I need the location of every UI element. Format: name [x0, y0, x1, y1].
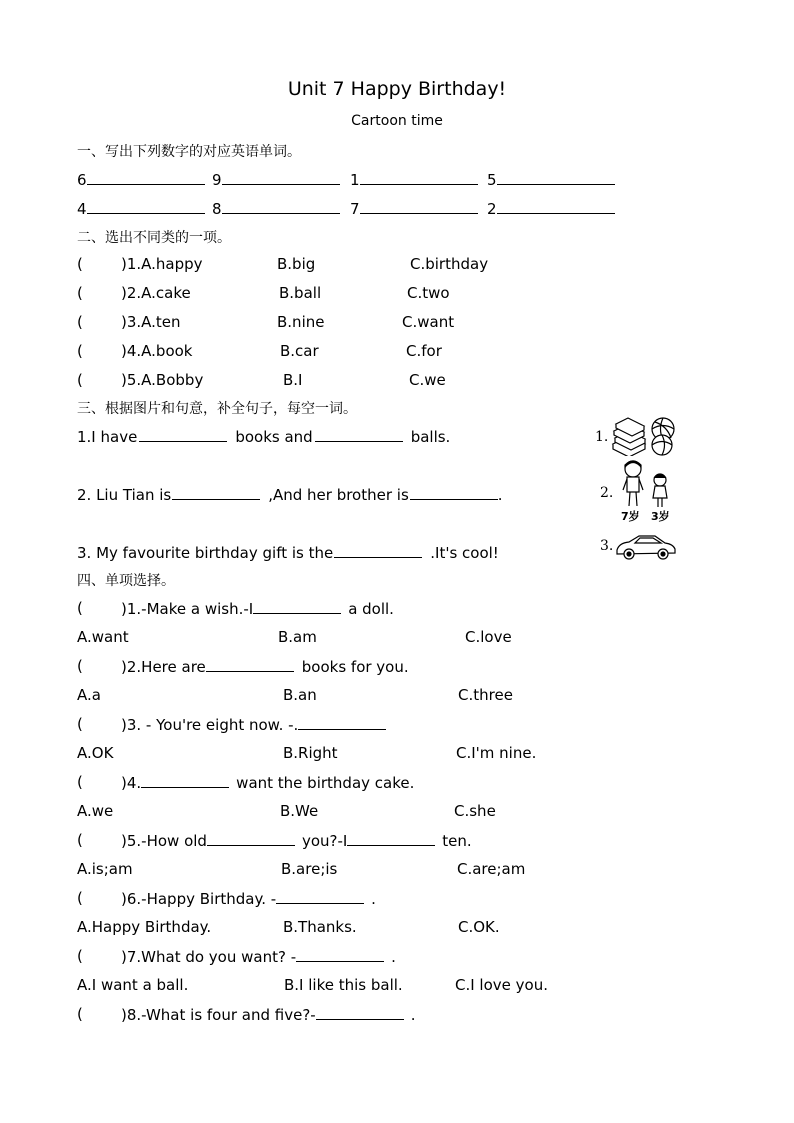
answer-blank[interactable]: [253, 599, 341, 614]
sentence-text: books and: [235, 428, 313, 446]
question-text: )6.-Happy Birthday. -: [121, 890, 277, 908]
option-a: A.I want a ball.: [77, 976, 189, 994]
choice-paren[interactable]: (: [77, 342, 83, 360]
option-a: A.we: [77, 802, 114, 820]
answer-blank[interactable]: [87, 170, 205, 185]
option-b: B.I like this ball.: [284, 976, 403, 994]
question-8: [121, 1005, 416, 1024]
option-b: B.car: [280, 342, 319, 360]
answer-blank[interactable]: [315, 427, 403, 442]
option-c: C.I love you.: [455, 976, 548, 994]
question-text: )5.-How old: [121, 832, 207, 850]
choice-paren[interactable]: (: [77, 657, 83, 675]
section-2-heading: 二、选出不同类的一项。: [77, 230, 231, 246]
sentence-text: 3. My favourite birthday gift is the: [77, 544, 334, 562]
answer-blank[interactable]: [276, 889, 364, 904]
answer-blank[interactable]: [172, 485, 260, 500]
section-4-heading: 四、单项选择。: [77, 573, 175, 589]
section-1-heading: 一、写出下列数字的对应英语单词。: [77, 144, 301, 160]
books-balls-icon: [611, 416, 681, 456]
answer-blank[interactable]: [87, 199, 205, 214]
number-label: 1: [350, 171, 360, 189]
question-text: )4.: [121, 774, 142, 792]
choice-paren[interactable]: (: [77, 255, 83, 273]
number-item: [77, 199, 205, 218]
car-picture: [597, 530, 687, 566]
number-label: 9: [212, 171, 222, 189]
choice-paren[interactable]: (: [77, 599, 83, 617]
choice-paren[interactable]: (: [77, 715, 83, 733]
question-text: you?-I: [301, 832, 348, 850]
page-title: Unit 7 Happy Birthday!: [287, 78, 507, 100]
question-text: )4.A.book: [121, 342, 193, 360]
question-text: ten.: [442, 832, 472, 850]
question-text: )2.Here are: [121, 658, 206, 676]
option-b: B.Right: [283, 744, 338, 762]
choice-paren[interactable]: (: [77, 831, 83, 849]
number-item: [487, 170, 615, 189]
question-text: )2.A.cake: [121, 284, 191, 302]
sentence-text: .It's cool!: [430, 544, 499, 562]
answer-blank[interactable]: [222, 199, 340, 214]
fill-sentence-1: [77, 427, 450, 446]
question-4: [121, 773, 414, 792]
option-b: B.ball: [279, 284, 322, 302]
choice-paren[interactable]: (: [77, 947, 83, 965]
fill-sentence-3: [77, 543, 499, 562]
choice-paren[interactable]: (: [77, 313, 83, 331]
answer-blank[interactable]: [360, 199, 478, 214]
section-3-heading: 三、根据图片和句意，补全句子，每空一词。: [77, 401, 357, 417]
option-c: C.want: [402, 313, 455, 331]
answer-blank[interactable]: [296, 947, 384, 962]
answer-blank[interactable]: [316, 1005, 404, 1020]
option-c: C.OK.: [458, 918, 500, 936]
answer-blank[interactable]: [334, 543, 422, 558]
age-label-girl: 3岁: [651, 510, 670, 523]
option-b: B.nine: [277, 313, 325, 331]
question-1: [121, 599, 394, 618]
option-c: C.love: [465, 628, 512, 646]
number-item: [212, 199, 340, 218]
option-a: A.is;am: [77, 860, 133, 878]
option-c: C.she: [454, 802, 496, 820]
option-c: C.are;am: [457, 860, 526, 878]
option-b: B.am: [278, 628, 317, 646]
sentence-text: ,And her brother is: [268, 486, 409, 504]
question-text: )3. - You're eight now. -.: [121, 716, 299, 734]
question-3: [121, 715, 386, 734]
picture-label: 1.: [595, 429, 609, 445]
question-7: [121, 947, 396, 966]
question-text: a doll.: [348, 600, 394, 618]
answer-blank[interactable]: [139, 427, 227, 442]
choice-paren[interactable]: (: [77, 371, 83, 389]
choice-paren[interactable]: (: [77, 284, 83, 302]
option-a: A.a: [77, 686, 101, 704]
answer-blank[interactable]: [347, 831, 435, 846]
option-c: C.for: [406, 342, 442, 360]
number-label: 7: [350, 200, 360, 218]
answer-blank[interactable]: [497, 170, 615, 185]
option-c: C.birthday: [410, 255, 489, 273]
picture-label: 2.: [600, 485, 614, 501]
question-text: )1.-Make a wish.-I: [121, 600, 254, 618]
answer-blank[interactable]: [222, 170, 340, 185]
answer-blank[interactable]: [410, 485, 498, 500]
picture-label: 3.: [600, 538, 614, 554]
option-c: C.two: [407, 284, 450, 302]
answer-blank[interactable]: [360, 170, 478, 185]
question-text: )3.A.ten: [121, 313, 181, 331]
car-icon: [615, 532, 677, 562]
number-item: [212, 170, 340, 189]
option-b: B.an: [283, 686, 317, 704]
question-text: )5.A.Bobby: [121, 371, 204, 389]
page-subtitle: Cartoon time: [351, 113, 443, 129]
choice-paren[interactable]: (: [77, 1005, 83, 1023]
choice-paren[interactable]: (: [77, 889, 83, 907]
number-label: 6: [77, 171, 87, 189]
sentence-text: 1.I have: [77, 428, 138, 446]
question-text: .: [391, 948, 396, 966]
age-label-boy: 7岁: [621, 510, 640, 523]
number-item: [350, 170, 478, 189]
option-c: C.we: [409, 371, 446, 389]
fill-sentence-2: [77, 485, 503, 504]
choice-paren[interactable]: (: [77, 773, 83, 791]
sentence-text: .: [497, 486, 503, 504]
option-a: A.want: [77, 628, 129, 646]
question-text: )8.-What is four and five?-: [121, 1006, 316, 1024]
books-and-balls-picture: [593, 414, 683, 458]
question-5: [121, 831, 472, 850]
option-c: C.I'm nine.: [456, 744, 537, 762]
answer-blank[interactable]: [497, 199, 615, 214]
option-a: A.OK: [77, 744, 114, 762]
option-a: A.Happy Birthday.: [77, 918, 212, 936]
question-text: .: [371, 890, 376, 908]
number-label: 8: [212, 200, 222, 218]
option-b: B.big: [277, 255, 316, 273]
number-label: 4: [77, 200, 87, 218]
children-ages-picture: [595, 460, 685, 526]
option-c: C.three: [458, 686, 513, 704]
question-text: want the birthday cake.: [236, 774, 415, 792]
answer-blank[interactable]: [141, 773, 229, 788]
question-text: books for you.: [301, 658, 409, 676]
option-b: B.We: [280, 802, 319, 820]
question-text: )7.What do you want? -: [121, 948, 297, 966]
option-b: B.are;is: [281, 860, 338, 878]
answer-blank[interactable]: [207, 831, 295, 846]
question-text: )1.A.happy: [121, 255, 203, 273]
number-item: [487, 199, 615, 218]
number-item: [77, 170, 205, 189]
option-b: B.Thanks.: [283, 918, 357, 936]
answer-blank[interactable]: [298, 715, 386, 730]
question-6: [121, 889, 376, 908]
answer-blank[interactable]: [206, 657, 294, 672]
number-label: 5: [487, 171, 497, 189]
question-2: [121, 657, 409, 676]
option-b: B.I: [283, 371, 303, 389]
number-item: [350, 199, 478, 218]
sentence-text: 2. Liu Tian is: [77, 486, 172, 504]
number-label: 2: [487, 200, 497, 218]
question-text: .: [410, 1006, 416, 1024]
children-icon: [617, 460, 677, 510]
sentence-text: balls.: [410, 428, 451, 446]
